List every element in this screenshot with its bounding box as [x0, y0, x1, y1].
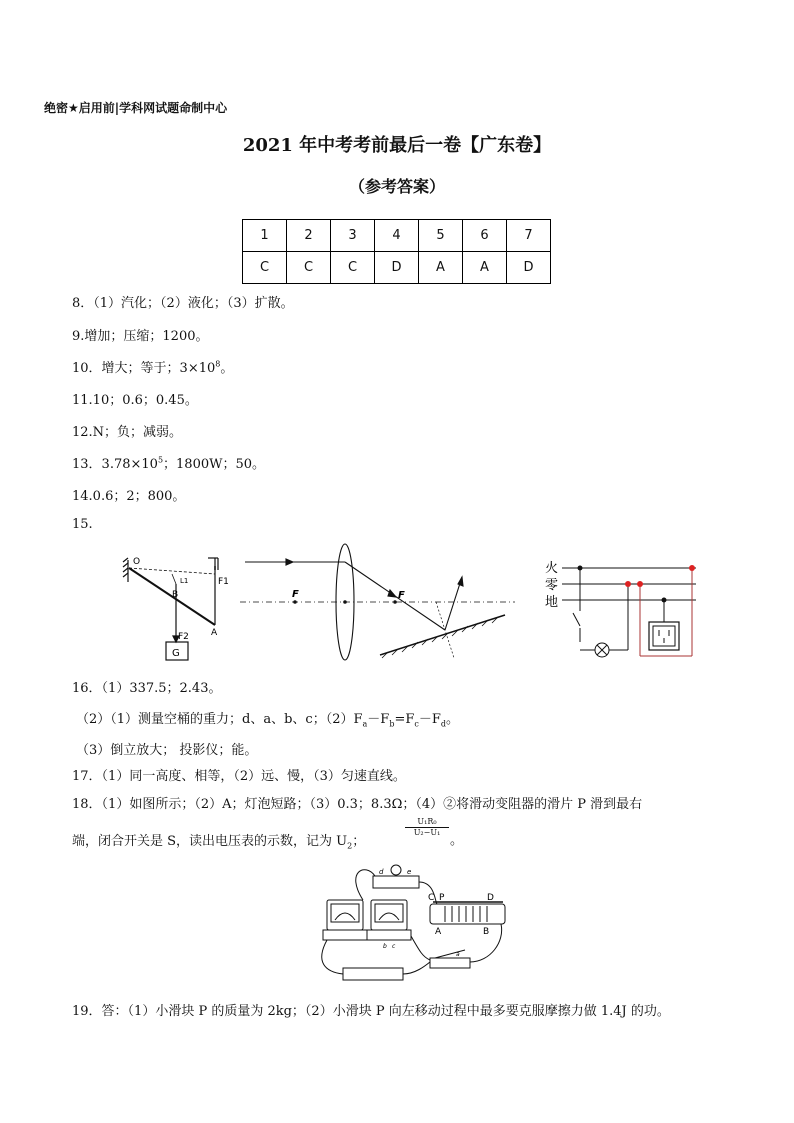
answer-10-exponent: 8 — [215, 359, 221, 369]
answer-18-line2-text: 端，闭合开关是 S，读出电压表的示数，记为 U — [72, 834, 348, 849]
lever-label-o: O — [133, 557, 141, 567]
answer-16-part2-sub-a: a — [362, 719, 368, 729]
table-cell: 1 — [243, 220, 287, 252]
table-cell: 5 — [419, 220, 463, 252]
answer-table — [242, 219, 551, 284]
table-cell: 7 — [507, 220, 551, 252]
answer-18-fraction-end: 。 — [450, 833, 464, 848]
answer-18-line2-end: ； — [352, 834, 366, 849]
table-cell: C — [243, 252, 287, 284]
answer-13 — [72, 453, 265, 472]
lever-label-a: A — [211, 628, 218, 638]
exp-label-e: e — [407, 868, 412, 876]
lever-label-g: G — [172, 648, 180, 659]
table-cell: A — [419, 252, 463, 284]
answer-12: 12.N；负；减弱。 — [72, 425, 183, 440]
answer-11: 11.10；0.6；0.45。 — [72, 393, 198, 408]
circuit-label-live: 火 — [545, 561, 559, 576]
lever-label-b: B — [172, 590, 179, 600]
lens-diagram — [240, 540, 520, 665]
table-cell: 2 — [287, 220, 331, 252]
answer-table-number-row — [243, 220, 551, 252]
exp-label-c: C — [428, 893, 435, 903]
lever-label-l1: L1 — [180, 577, 189, 585]
answer-18-line1: 18．（1）如图所示；（2）A；灯泡短路；（3）0.3；8.3Ω；（4）②将滑动变阻器的滑片 P 滑到最右 — [72, 797, 643, 812]
answer-16-part2-text: （2）（1）测量空桶的重力；d、a、b、c；（2）F — [76, 712, 363, 727]
exp-label-a-lower: a — [456, 951, 460, 958]
answer-15: 15. — [72, 517, 93, 532]
table-cell: 3 — [331, 220, 375, 252]
experiment-diagram — [315, 862, 515, 987]
answer-13-end: ；1800W；50。 — [163, 457, 266, 472]
answer-18-line2 — [72, 830, 365, 851]
answer-16-part3: （3）倒立放大； 投影仪；能。 — [76, 743, 258, 758]
answer-16-part2-minus2: －F — [418, 712, 441, 727]
lens-focus-left: F — [292, 589, 299, 600]
table-cell: A — [463, 252, 507, 284]
lens-focus-right: F — [398, 590, 405, 601]
exp-label-d-upper: D — [487, 893, 494, 903]
answer-16-part2 — [76, 708, 459, 729]
answer-13-exponent: 5 — [157, 455, 164, 465]
circuit-label-neutral: 零 — [545, 578, 559, 593]
exp-label-p: P — [439, 893, 445, 903]
answer-18-line2-sub: 2 — [347, 841, 353, 851]
answer-18-fraction — [405, 817, 449, 837]
answer-16-part2-sub-b: b — [389, 719, 395, 729]
answer-8: 8．（1）汽化；（2）液化；（3）扩散。 — [72, 296, 294, 311]
exp-label-b: B — [483, 927, 490, 937]
exp-label-c-lower: c — [392, 943, 396, 950]
table-cell: 6 — [463, 220, 507, 252]
table-cell: D — [507, 252, 551, 284]
exp-label-b-lower: b — [383, 943, 387, 950]
answer-17: 17．（1）同一高度、相等，（2）远、慢，（3）匀速直线。 — [72, 769, 406, 784]
answer-13-text: 13．3.78×10 — [72, 457, 158, 472]
answer-10-text: 10．增大；等于；3×10 — [72, 361, 216, 376]
table-cell: C — [287, 252, 331, 284]
table-cell: 4 — [375, 220, 419, 252]
fraction-numerator: U₁R₀ — [405, 817, 449, 828]
answer-16-part2-sub-d: d — [440, 719, 447, 729]
answer-table-answer-row — [243, 252, 551, 284]
table-cell: D — [375, 252, 419, 284]
answer-16-part2-minus: －F — [367, 712, 390, 727]
page-title: 2021 年中考考前最后一卷【广东卷】 — [242, 135, 552, 156]
lever-label-f2: F2 — [178, 632, 189, 642]
exp-label-d: d — [379, 868, 384, 876]
answer-16-part2-end: 。 — [446, 712, 460, 727]
answer-10 — [72, 357, 233, 376]
fraction-denominator: U₂−U₁ — [413, 828, 441, 837]
page-subtitle: （参考答案） — [348, 177, 445, 196]
answer-19: 19．答：（1）小滑块 P 的质量为 2kg；（2）小滑块 P 向左移动过程中最多要克服摩擦力做 1.4J 的功。 — [72, 1004, 670, 1019]
exp-label-a: A — [435, 927, 442, 937]
circuit-label-ground: 地 — [545, 595, 559, 610]
answer-9: 9.增加；压缩；1200。 — [72, 329, 209, 344]
answer-14: 14.0.6；2；800。 — [72, 489, 186, 504]
table-cell: C — [331, 252, 375, 284]
circuit-diagram — [540, 556, 700, 661]
confidential-header: 绝密★启用前|学科网试题命制中心 — [44, 101, 228, 115]
answer-10-end: 。 — [220, 361, 234, 376]
lever-diagram — [120, 550, 230, 665]
answer-16-part1: 16．（1）337.5；2.43。 — [72, 681, 222, 696]
answer-16-part2-sub-c: c — [414, 719, 419, 729]
answer-16-part2-equals: =F — [394, 712, 415, 727]
lever-label-f1: F1 — [218, 577, 229, 587]
